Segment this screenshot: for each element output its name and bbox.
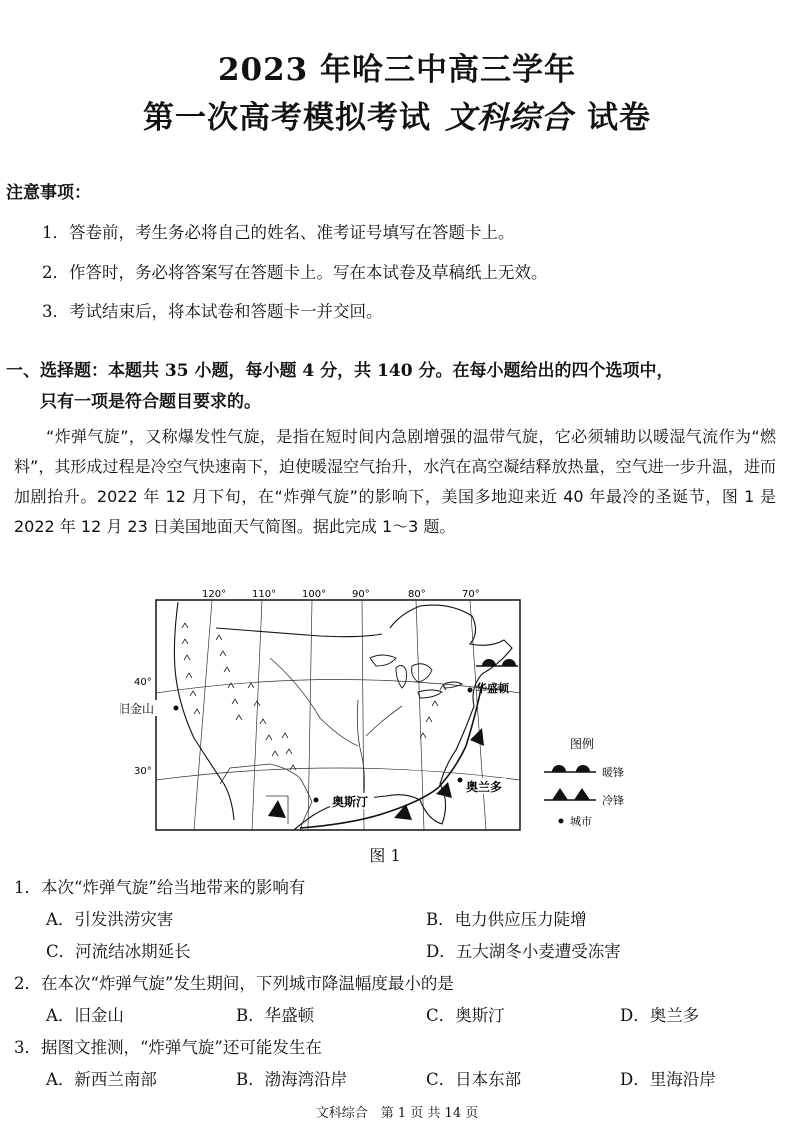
legend-title: 图例	[570, 737, 595, 751]
title-part-paper: 试卷	[587, 100, 651, 136]
option: C．日本东部	[426, 1070, 522, 1089]
city-label-washington: 华盛顿	[476, 682, 509, 695]
title-part-exam: 第一次高考模拟考试	[143, 100, 431, 136]
legend-city-label: 城市	[570, 815, 592, 828]
legend-cold-front-label: 冷锋	[602, 794, 624, 807]
option: B．华盛顿	[236, 1006, 315, 1025]
section-heading-cont: 只有一项是符合题目要求的。	[40, 392, 261, 412]
exam-title-line1: 2023 年哈三中高三学年	[217, 52, 577, 88]
question-stem: 2．在本次“炸弹气旋”发生期间，下列城市降温幅度最小的是	[14, 974, 454, 993]
city-label-austin: 奥斯汀	[332, 795, 369, 809]
lon-label: 100°	[302, 589, 327, 600]
lon-label: 110°	[252, 589, 277, 600]
option: A．引发洪涝灾害	[46, 910, 174, 929]
passage-text: “炸弹气旋”，又称爆发性气旋，是指在短时间内急剧增强的温带气旋，它必须辅助以暖湿气流作为“燃料”，其形成过程是冷空气快速南下，迫使暖湿空气抬升，水汽在高空凝结释放热量，空气进一步升温，进而加剧抬升。2022 年 12 月下旬，在“炸弹气旋”的影响下，美国多地迎来近 40 年最冷的圣诞节，图 1 是 2022 年 12 月 23 日美国地面天气简图。据此完成 1～3 题。	[14, 427, 776, 536]
title-part-subject: 文科综合	[445, 100, 573, 136]
cold-front-symbol	[574, 788, 590, 800]
notes-heading: 注意事项：	[6, 183, 91, 203]
city-dot-austin	[314, 798, 319, 803]
legend-city	[559, 815, 593, 828]
option: C．河流结冰期延长	[46, 942, 191, 961]
weather-map-figure	[120, 588, 680, 838]
option: A．新西兰南部	[46, 1070, 157, 1089]
lon-label: 80°	[408, 589, 426, 600]
option: B．渤海湾沿岸	[236, 1070, 348, 1089]
city-symbol	[559, 819, 564, 824]
option: D．奥兰多	[620, 1006, 700, 1025]
exam-title-line2	[0, 92, 794, 137]
warm-front-symbol	[576, 765, 590, 772]
page-footer: 文科综合 第 1 页 共 14 页	[315, 1106, 479, 1121]
city-label-orlando: 奥兰多	[466, 780, 503, 794]
city-dot-orlando	[458, 778, 463, 783]
cold-front-symbol	[552, 788, 568, 800]
section-heading: 一、选择题：本题共 35 小题，每小题 4 分，共 140 分。在每小题给出的四个选项中，	[6, 361, 674, 381]
note-item: 3．考试结束后，将本试卷和答题卡一并交回。	[42, 302, 383, 321]
city-dot-washington	[468, 688, 473, 693]
legend-warm-front	[544, 765, 624, 779]
lon-label: 70°	[462, 589, 480, 600]
legend-warm-front-label: 暖锋	[602, 766, 624, 779]
figure-caption: 图 1	[369, 846, 401, 865]
city-dot-san-francisco	[174, 706, 179, 711]
legend-cold-front	[544, 788, 624, 807]
question-stem: 3．据图文推测，“炸弹气旋”还可能发生在	[14, 1038, 322, 1057]
note-item: 1．答卷前，考生务必将自己的姓名、准考证号填写在答题卡上。	[42, 223, 515, 242]
option: B．电力供应压力陡增	[426, 910, 587, 929]
question-stem: 1．本次“炸弹气旋”给当地带来的影响有	[14, 878, 306, 897]
lat-label: 40°	[134, 677, 152, 688]
lon-label: 120°	[202, 589, 227, 600]
option: A．旧金山	[46, 1006, 124, 1025]
option: D．五大湖冬小麦遭受冻害	[426, 942, 621, 961]
note-item: 2．作答时，务必将答案写在答题卡上。写在本试卷及草稿纸上无效。	[42, 263, 548, 282]
city-label-san-francisco: 旧金山	[120, 702, 155, 716]
option: D．里海沿岸	[620, 1070, 716, 1089]
lon-label: 90°	[352, 589, 370, 600]
lat-label: 30°	[134, 766, 152, 777]
option: C．奥斯汀	[426, 1006, 505, 1025]
warm-front-symbol	[552, 765, 566, 772]
weather-map	[120, 588, 680, 838]
